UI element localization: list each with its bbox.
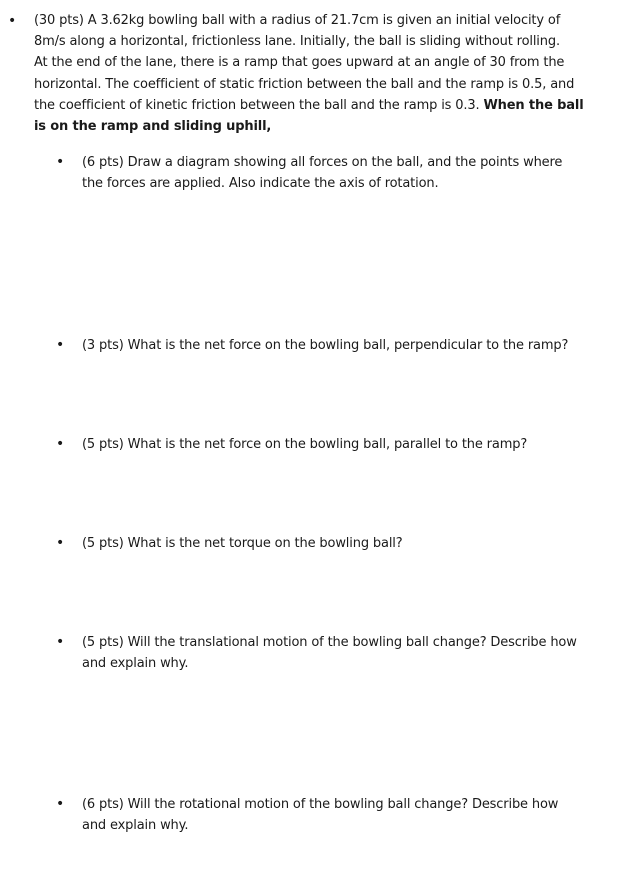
question-line: At the end of the lane, there is a ramp that goes upward at an angle of 30 from the: [34, 55, 565, 71]
question-line: 8m/s along a horizontal, frictionless lane. Initially, the ball is sliding without rolling.: [34, 34, 560, 50]
question-line-bold: When the ball: [483, 97, 584, 113]
subquestion-line: (5 pts) Will the translational motion of the bowling ball change? Describe how: [82, 635, 577, 650]
question-line: [34, 95, 584, 116]
question-line: (30 pts) A 3.62kg bowling ball with a radius of 21.7cm is given an initial velocity of: [34, 13, 561, 28]
subquestion-text: [82, 533, 582, 554]
question-text: [34, 10, 584, 137]
question-line-bold: is on the ramp and sliding uphill,: [34, 119, 272, 135]
question-line: horizontal. The coefficient of static friction between the ball and the ramp is 0.5, and: [34, 76, 575, 92]
subquestion-line: (5 pts) What is the net torque on the bowling ball?: [82, 536, 403, 551]
bullet-icon: •: [56, 796, 65, 812]
bullet-icon: •: [56, 154, 65, 170]
subquestion-text: [82, 152, 582, 194]
bullet-icon: •: [56, 436, 65, 452]
subquestion-line: and explain why.: [82, 656, 189, 672]
subquestion-text: [82, 335, 582, 356]
bullet-icon: •: [56, 634, 65, 650]
bullet-icon: •: [8, 13, 17, 29]
subquestion-line: (6 pts) Will the rotational motion of the bowling ball change? Describe how: [82, 797, 559, 812]
bullet-icon: •: [56, 535, 65, 551]
subquestion-line: (3 pts) What is the net force on the bowling ball, perpendicular to the ramp?: [82, 338, 569, 353]
subquestion-text: [82, 794, 582, 836]
subquestion-text: [82, 434, 582, 455]
subquestion-line: (5 pts) What is the net force on the bowling ball, parallel to the ramp?: [82, 437, 528, 452]
bullet-icon: •: [56, 337, 65, 353]
subquestion-line: the forces are applied. Also indicate the axis of rotation.: [82, 176, 439, 192]
subquestion-line: (6 pts) Draw a diagram showing all forces on the ball, and the points where: [82, 155, 563, 170]
subquestion-line: and explain why.: [82, 818, 189, 834]
subquestion-text: [82, 632, 582, 674]
question-line-normal: the coefficient of kinetic friction between the ball and the ramp is 0.3.: [34, 97, 484, 113]
